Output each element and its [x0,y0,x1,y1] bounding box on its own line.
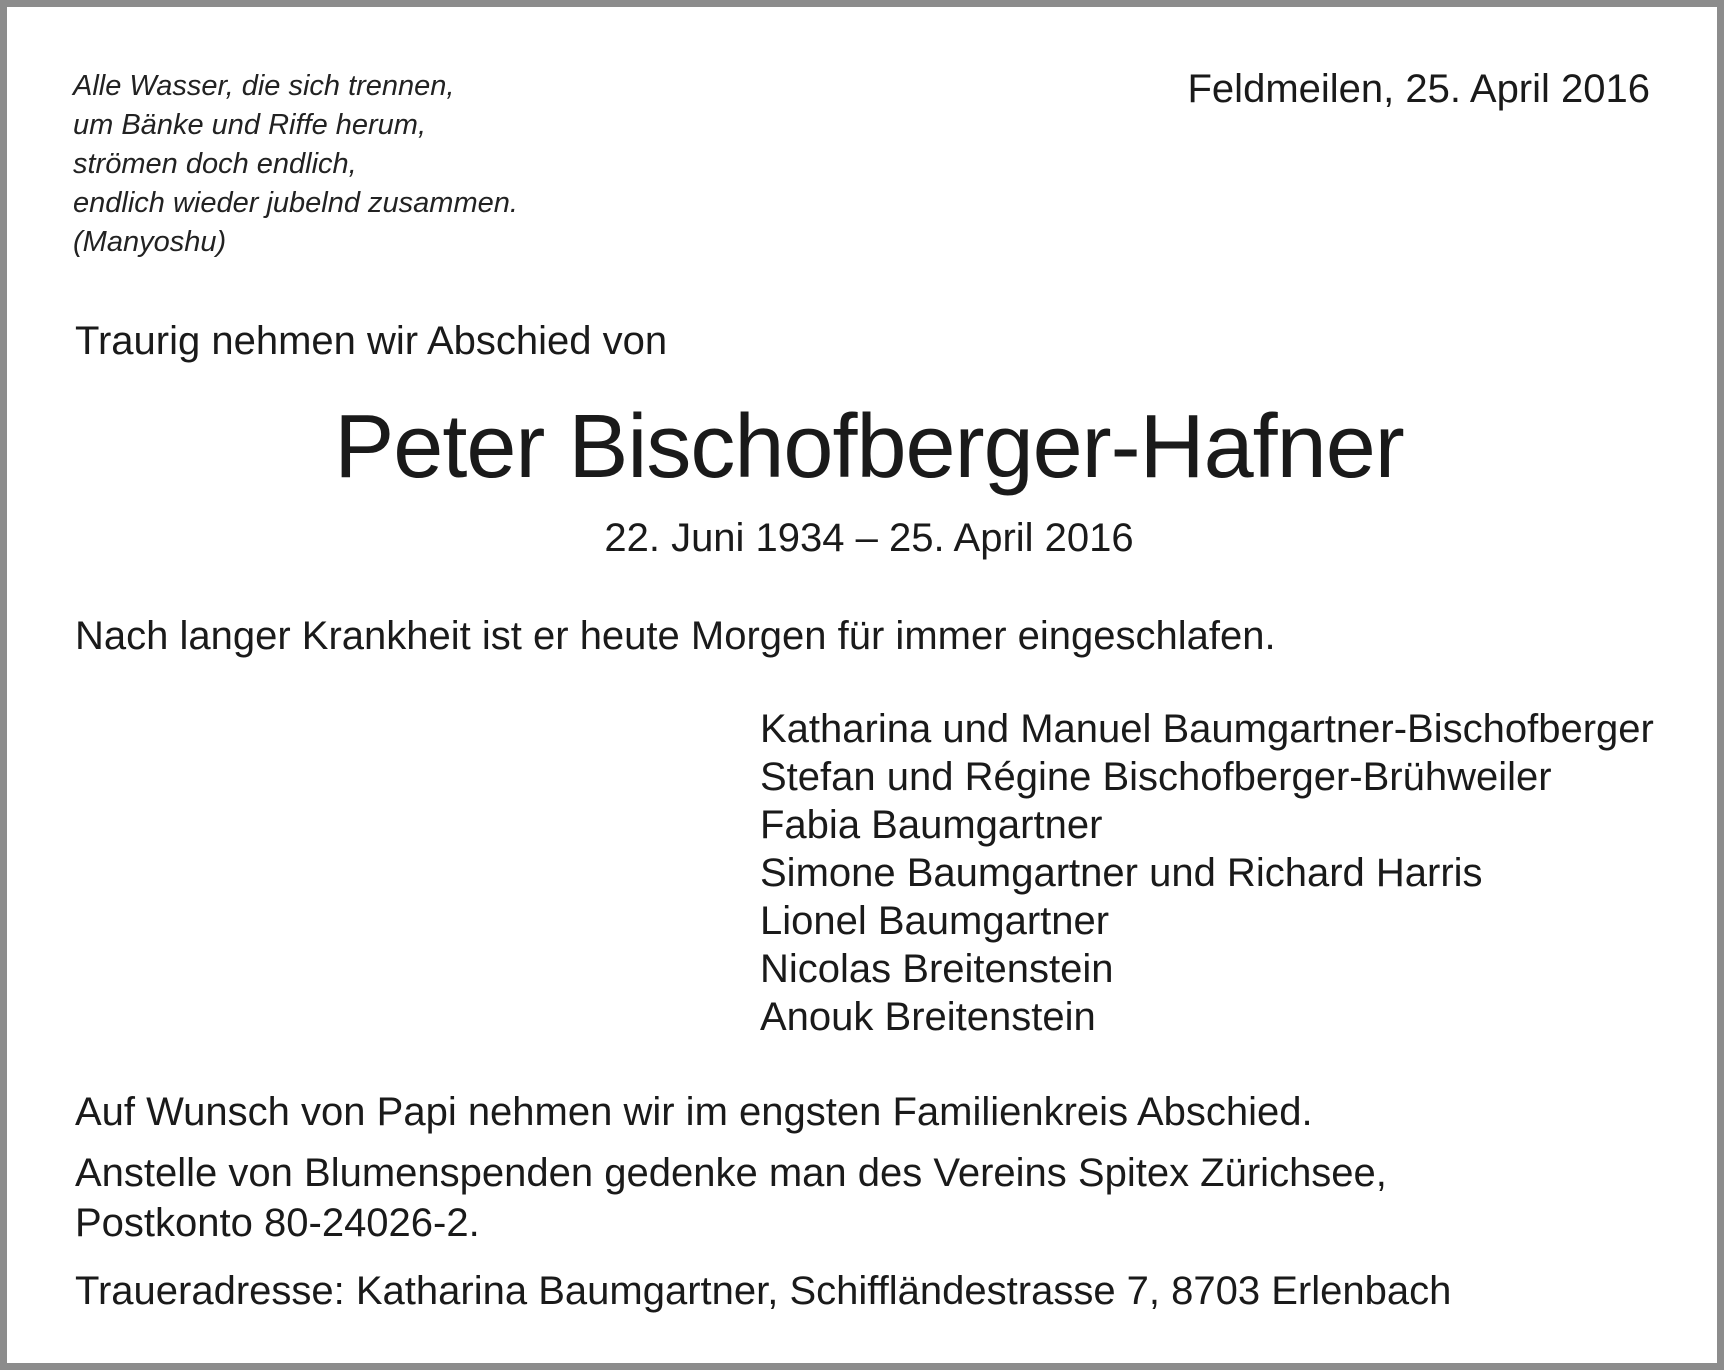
mourner-name: Nicolas Breitenstein [760,947,1114,991]
mourning-address: Traueradresse: Katharina Baumgartner, Schiffländestrasse 7, 8703 Erlenbach [75,1269,1452,1313]
life-dates: 22. Juni 1934 – 25. April 2016 [604,516,1134,560]
poem-line: strömen doch endlich, [73,148,357,180]
deceased-name: Peter Bischofberger-Hafner [334,397,1404,497]
mourner-name: Anouk Breitenstein [760,995,1096,1039]
farewell-wish: Auf Wunsch von Papi nehmen wir im engsten Familienkreis Abschied. [75,1090,1313,1134]
intro-text: Traurig nehmen wir Abschied von [75,319,668,363]
poem-source: (Manyoshu) [73,226,227,258]
poem-line: um Bänke und Riffe herum, [73,109,427,141]
postal-account: Postkonto 80-24026-2. [75,1201,480,1245]
mourner-name: Simone Baumgartner und Richard Harris [760,851,1483,895]
passing-note: Nach langer Krankheit ist er heute Morgen für immer eingeschlafen. [75,614,1276,658]
poem-line: Alle Wasser, die sich trennen, [73,70,455,102]
mourner-name: Fabia Baumgartner [760,803,1103,847]
place-and-date: Feldmeilen, 25. April 2016 [1187,67,1650,111]
poem-line: endlich wieder jubelnd zusammen. [73,187,518,219]
mourner-name: Lionel Baumgartner [760,899,1110,943]
mourners-list [760,705,1654,1041]
donation-line: Anstelle von Blumenspenden gedenke man des Vereins Spitex Zürichsee, [75,1151,1387,1195]
mourner-name: Katharina und Manuel Baumgartner-Bischofberger [760,707,1654,751]
poem-quote [73,67,518,262]
donation-note [75,1148,1387,1248]
mourner-name: Stefan und Régine Bischofberger-Brühweiler [760,755,1552,799]
